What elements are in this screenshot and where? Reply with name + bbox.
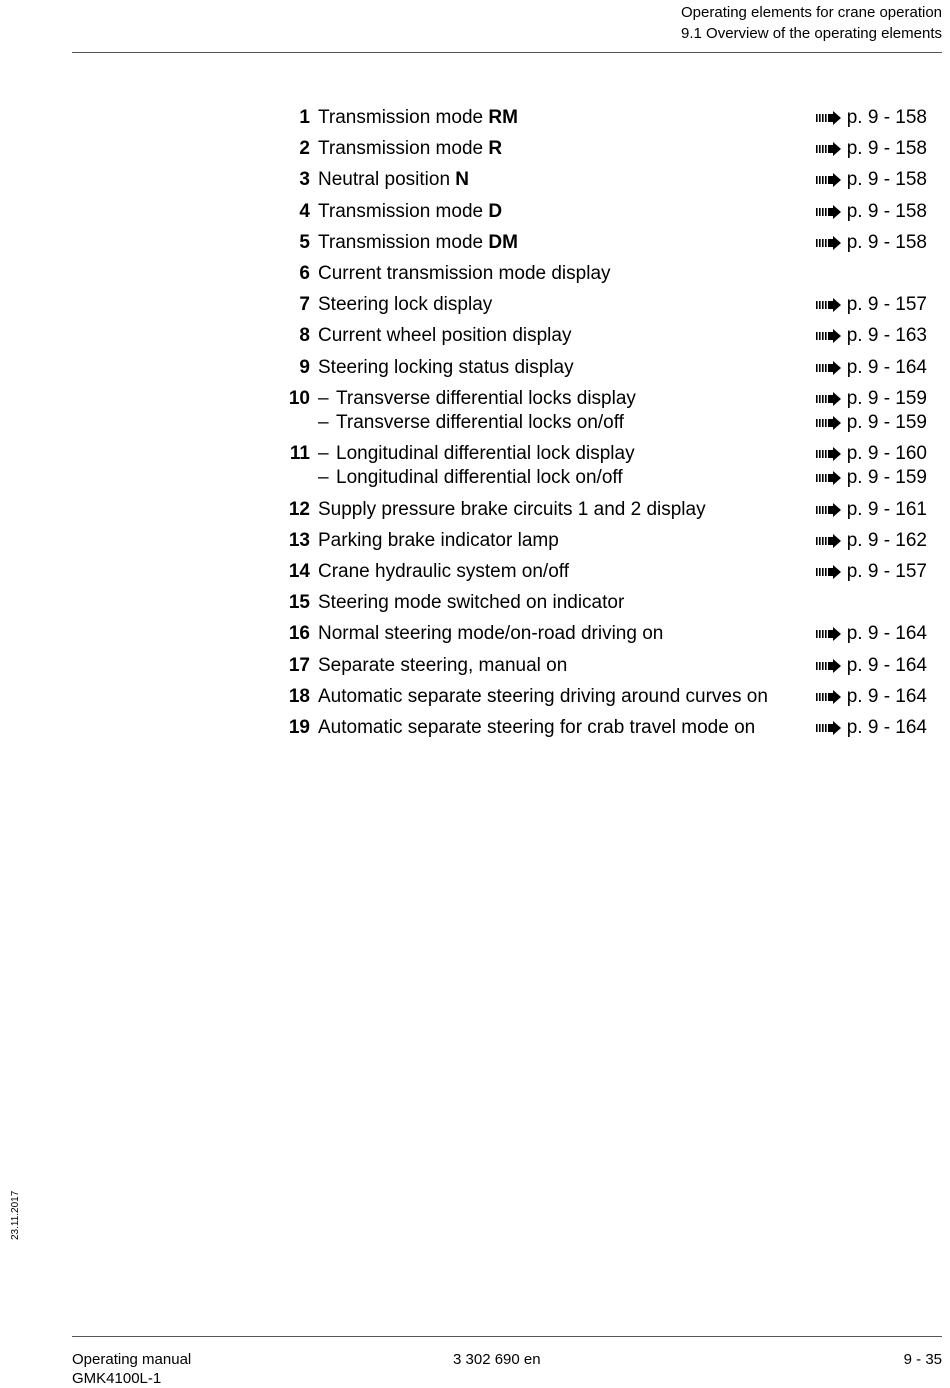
list-item	[270, 714, 932, 745]
page-number: p. 9 - 157	[846, 561, 927, 583]
item-text: Transmission mode D	[318, 200, 503, 222]
sub-item	[270, 464, 932, 492]
footer-doc-number: 3 302 690 en	[453, 1351, 541, 1368]
page-reference-arrow-icon	[816, 565, 841, 579]
item-number: 16	[288, 623, 310, 645]
page-number: p. 9 - 158	[846, 107, 927, 128]
item-number: 17	[288, 654, 310, 676]
page-reference[interactable]	[810, 322, 927, 350]
item-text: Steering lock display	[318, 294, 493, 316]
list-item	[270, 620, 932, 651]
page-reference-arrow-icon	[816, 298, 841, 312]
print-date: 23.11.2017	[10, 1190, 21, 1240]
page-reference[interactable]	[810, 291, 927, 319]
page-number: p. 9 - 164	[846, 623, 927, 645]
item-number: 11	[289, 443, 310, 465]
footer-manual-title: Operating manual	[72, 1351, 192, 1368]
item-number: 8	[299, 325, 310, 347]
page-number: p. 9 - 158	[846, 200, 927, 222]
item-text: Steering locking status display	[318, 356, 574, 378]
item-text: – Longitudinal differential lock display	[318, 443, 635, 465]
page-reference-arrow-icon	[816, 142, 841, 156]
list-item	[270, 558, 932, 589]
page-reference-arrow-icon	[816, 627, 841, 641]
list-item	[270, 135, 932, 166]
page-reference-arrow-icon	[816, 471, 841, 485]
item-text: Supply pressure brake circuits 1 and 2 display	[318, 498, 706, 520]
item-number: 10	[288, 387, 310, 409]
item-number: 18	[288, 685, 310, 707]
page-reference[interactable]	[810, 464, 927, 492]
item-text: Transmission mode DM	[318, 231, 518, 253]
page-number: p. 9 - 159	[846, 467, 927, 489]
item-number: 12	[288, 498, 310, 520]
item-text: – Transverse differential locks display	[318, 387, 636, 409]
item-number: 6	[299, 262, 310, 284]
page-number: p. 9 - 157	[846, 294, 927, 316]
page-reference[interactable]	[810, 714, 927, 742]
list-item	[270, 440, 932, 496]
header-divider	[72, 52, 942, 53]
header-chapter: Operating elements for crane operation	[681, 4, 942, 21]
item-text: Normal steering mode/on-road driving on	[318, 623, 664, 645]
item-text: Neutral position N	[318, 169, 470, 191]
item-number: 15	[288, 592, 310, 614]
item-text: Current wheel position display	[318, 325, 572, 347]
page-reference-arrow-icon	[816, 416, 841, 430]
page-reference[interactable]	[810, 558, 927, 586]
item-number: 4	[299, 200, 310, 222]
sub-item	[270, 409, 932, 437]
item-text: Steering mode switched on indicator	[318, 592, 625, 614]
page-number: p. 9 - 158	[846, 138, 927, 160]
page-number: p. 9 - 163	[846, 325, 927, 347]
item-text: Parking brake indicator lamp	[318, 529, 559, 551]
page-reference[interactable]	[810, 198, 927, 226]
page-number: p. 9 - 164	[846, 356, 927, 378]
list-item	[270, 496, 932, 527]
page-reference-arrow-icon	[816, 659, 841, 673]
page-number: p. 9 - 161	[846, 498, 927, 520]
footer-page-number: 9 - 35	[903, 1351, 942, 1368]
item-number: 14	[288, 561, 310, 583]
item-text: Automatic separate steering driving around curves on	[318, 685, 768, 707]
page-reference-arrow-icon	[816, 503, 841, 517]
page-reference[interactable]	[810, 135, 927, 163]
footer-divider	[72, 1336, 942, 1337]
list-item	[270, 589, 932, 620]
page-reference[interactable]	[810, 652, 927, 680]
page-number: p. 9 - 159	[846, 411, 927, 433]
page-reference-arrow-icon	[816, 447, 841, 461]
item-text: Crane hydraulic system on/off	[318, 561, 569, 583]
page-reference-arrow-icon	[816, 392, 841, 406]
item-text: – Transverse differential locks on/off	[318, 411, 624, 433]
list-item	[270, 354, 932, 385]
page-reference-arrow-icon	[816, 329, 841, 343]
page-reference-arrow-icon	[816, 173, 841, 187]
page-reference[interactable]	[810, 683, 927, 711]
page-reference[interactable]	[810, 354, 927, 382]
item-text: – Longitudinal differential lock on/off	[318, 467, 623, 489]
page-reference[interactable]	[810, 527, 927, 555]
list-item	[270, 166, 932, 197]
item-text: Current transmission mode display	[318, 262, 611, 284]
item-number: 1	[299, 107, 310, 128]
page-reference[interactable]	[810, 409, 927, 437]
item-text: Transmission mode R	[318, 138, 503, 160]
page-number: p. 9 - 158	[846, 231, 927, 253]
item-number: 7	[299, 294, 310, 316]
item-number: 2	[299, 138, 310, 160]
page-number: p. 9 - 164	[846, 685, 927, 707]
list-item	[270, 683, 932, 714]
item-number: 5	[299, 231, 310, 253]
item-text: Transmission mode RM	[318, 107, 518, 128]
page-reference-arrow-icon	[816, 534, 841, 548]
list-item	[270, 527, 932, 558]
item-text: Separate steering, manual on	[318, 654, 568, 676]
header-section: 9.1 Overview of the operating elements	[681, 25, 942, 42]
list-item	[270, 198, 932, 229]
page-header	[681, 2, 942, 44]
page-number: p. 9 - 162	[846, 529, 927, 551]
page-reference[interactable]	[810, 620, 927, 648]
item-number: 19	[288, 717, 310, 738]
page-number: p. 9 - 164	[846, 717, 927, 738]
list-item	[270, 322, 932, 353]
item-text: Automatic separate steering for crab travel mode on	[318, 717, 756, 738]
list-item	[270, 260, 932, 291]
list-item	[270, 229, 932, 260]
page-number: p. 9 - 158	[846, 169, 927, 191]
page-reference[interactable]	[810, 496, 927, 524]
page-reference-arrow-icon	[816, 721, 841, 735]
page-reference[interactable]	[810, 229, 927, 257]
item-number: 9	[299, 356, 310, 378]
footer-manual-info	[72, 1350, 191, 1388]
page-reference-arrow-icon	[816, 690, 841, 704]
page-reference[interactable]	[810, 104, 927, 132]
page-reference-arrow-icon	[816, 205, 841, 219]
footer-model: GMK4100L-1	[72, 1370, 162, 1387]
page-number: p. 9 - 164	[846, 654, 927, 676]
list-item	[270, 291, 932, 322]
page-number: p. 9 - 160	[846, 443, 927, 465]
page-reference[interactable]	[810, 166, 927, 194]
page-number: p. 9 - 159	[846, 387, 927, 409]
operating-elements-list	[270, 104, 932, 745]
list-item	[270, 652, 932, 683]
item-number: 13	[288, 529, 310, 551]
list-item	[270, 385, 932, 441]
page-reference-arrow-icon	[816, 361, 841, 375]
page-reference-arrow-icon	[816, 111, 841, 125]
list-item	[270, 104, 932, 135]
page-reference-arrow-icon	[816, 236, 841, 250]
item-number: 3	[299, 169, 310, 191]
